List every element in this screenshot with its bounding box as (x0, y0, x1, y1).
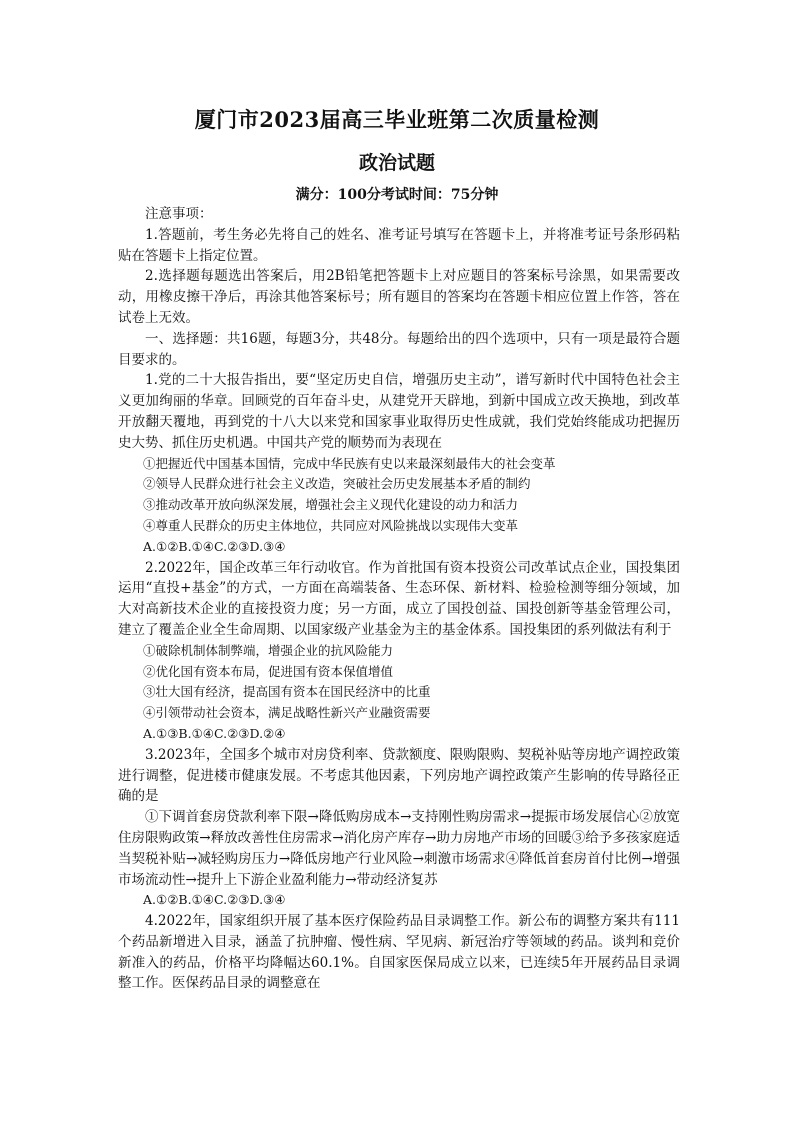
question-option: ④尊重人民群众的历史主体地位，共同应对风险挑战以实现伟大变革 (143, 517, 519, 533)
answer-choices: A.①②B.①④C.②③D.③④ (143, 892, 286, 908)
exam-body (118, 204, 680, 994)
question-option: ④引领带动社会资本，满足战略性新兴产业融资需要 (143, 705, 431, 721)
section-heading: 一、选择题：共16题，每题3分，共48分。每题给出的四个选项中，只有一项是最符合题目要求的。 (118, 330, 680, 368)
question-stem: 1.党的二十大报告指出，要“坚定历史自信，增强历史主动”，谱写新时代中国特色社会主义更加绚丽的华章。回顾党的百年奋斗史，从建党开天辟地，到新中国成立改天换地，到改革开放翻天覆地，再到党的十八大以来党和国家事业取得历史性成就，我们党始终能成功把握历史大势、抓住历史机遇。中国共产党的顺势而为表现在 (118, 372, 680, 451)
notice-heading: 注意事项： (145, 206, 213, 222)
notice-item: 1.答题前，考生务必先将自己的姓名、准考证号填写在答题卡上，并将准考证号条形码粘贴在答题卡上指定位置。 (118, 226, 680, 264)
question-paths: ①下调首套房贷款利率下限→降低购房成本→支持刚性购房需求→提振市场发展信心②放宽住房限购政策→释放改善性住房需求→消化房产库存→助力房地产市场的回暖③给予多孩家庭适当契税补贴→减轻购房压力→降低房地产行业风险→刺激市场需求④降低首套房首付比例→增强市场流动性→提升上下游企业盈利能力→带动经济复苏 (118, 809, 680, 888)
page-subtitle: 政治试题 (358, 152, 435, 174)
question-option: ②领导人民群众进行社会主义改造，突破社会历史发展基本矛盾的制约 (143, 476, 531, 492)
question-option: ①破除机制体制弊端，增强企业的抗风险能力 (143, 642, 394, 658)
question-stem: 4.2022年，国家组织开展了基本医疗保险药品目录调整工作。新公布的调整方案共有111个药品新增进入目录，涵盖了抗肿瘤、慢性病、罕见病、新冠治疗等领域的药品。谈判和竞价新准入的药品，价格平均降幅达60.1%。自国家医保局成立以来，已连续5年开展药品目录调整工作。医保药品目录的调整意在 (118, 913, 680, 992)
question-stem: 3.2023年，全国多个城市对房贷利率、贷款额度、限购限购、契税补贴等房地产调控政策进行调整，促进楼市健康发展。不考虑其他因素，下列房地产调控政策产生影响的传导路径正确的是 (118, 746, 680, 805)
question-2 (118, 558, 680, 745)
question-option: ②优化国有资本布局，促进国有资本保值增值 (143, 663, 394, 679)
question-option: ③壮大国有经济，提高国有资本在国民经济中的比重 (143, 684, 431, 700)
question-stem: 2.2022年，国企改革三年行动收官。作为首批国有资本投资公司改革试点企业，国投集团运用“直投+基金”的方式，一方面在高端装备、生态环保、新材料、检验检测等细分领域，加大对高新技术企业的直接投资力度；另一方面，成立了国投创益、国投创新等基金管理公司，建立了覆盖企业全生命周期、以国家级产业基金为主的基金体系。国投集团的系列做法有利于 (118, 559, 680, 638)
notice-item: 2.选择题每题选出答案后，用2B铅笔把答题卡上对应题目的答案标号涂黑，如果需要改动，用橡皮擦干净后，再涂其他答案标号；所有题目的答案均在答题卡相应位置上作答，答在试卷上无效。 (118, 268, 680, 326)
answer-choices: A.①③B.①④C.②③D.②④ (143, 725, 286, 741)
question-1 (118, 370, 680, 557)
answer-choices: A.①②B.①④C.②③D.③④ (143, 538, 286, 554)
question-option: ①把握近代中国基本国情，完成中华民族有史以来最深刻最伟大的社会变革 (143, 455, 556, 471)
question-option: ③推动改革开放向纵深发展，增强社会主义现代化建设的动力和活力 (143, 497, 519, 513)
exam-meta: 满分：100分考试时间：75分钟 (295, 187, 499, 203)
page-title: 厦门市2023届高三毕业班第二次质量检测 (194, 107, 600, 132)
question-4 (118, 911, 680, 994)
question-3 (118, 745, 680, 911)
